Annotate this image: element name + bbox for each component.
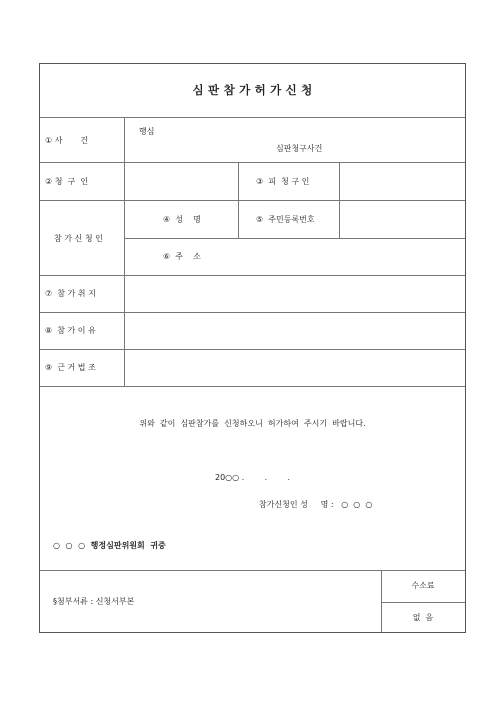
name-label: ④ 성 명: [163, 215, 201, 224]
form-title: 심 판 참 가 허 가 신 청: [192, 83, 313, 97]
address-field[interactable]: [240, 240, 464, 274]
column-divider: [339, 162, 340, 238]
declaration-date: 20○○ . . .: [215, 473, 290, 482]
purpose-field[interactable]: [126, 277, 464, 311]
column-divider: [381, 570, 382, 632]
reason-label: ⑧ 참 가 이 유: [45, 326, 96, 335]
attachment-note: §첨부서류 : 신청서부본: [53, 597, 135, 606]
fee-label: 수소료: [411, 581, 435, 590]
row-divider: [40, 349, 465, 350]
address-label: ⑥ 주 소: [163, 252, 201, 261]
row-divider: [40, 275, 465, 276]
case-prefix: 행심: [139, 127, 155, 136]
column-divider: [124, 117, 125, 386]
column-divider: [238, 162, 239, 238]
claimant-label: ② 청 구 인: [45, 177, 89, 186]
respondent-field[interactable]: [341, 164, 464, 199]
name-field[interactable]: [126, 202, 237, 237]
reason-field[interactable]: [126, 314, 464, 348]
rrn-field[interactable]: [341, 202, 464, 237]
rrn-label: ⑤ 주민등록번호: [256, 215, 315, 224]
row-divider: [40, 162, 465, 163]
row-divider: [40, 117, 465, 118]
case-label: ① 사 건: [45, 136, 88, 145]
applicant-label: 참 가 신 청 인: [54, 234, 103, 243]
case-type: 심판청구사건: [276, 144, 323, 153]
applicant-signature: 참가신청인 성 명 : ○ ○ ○: [259, 500, 373, 509]
purpose-label: ⑦ 참 가 취 지: [45, 289, 96, 298]
committee-addressee: ○ ○ ○ 행정심판위원회 귀중: [53, 541, 166, 550]
declaration-statement: 위와 같이 심판참가를 신청하오니 허가하여 주시기 바랍니다.: [139, 419, 366, 428]
row-divider: [40, 200, 465, 201]
row-divider: [40, 386, 465, 387]
claimant-field[interactable]: [126, 164, 237, 199]
row-divider: [124, 238, 465, 239]
row-divider: [40, 312, 465, 313]
row-divider: [40, 570, 465, 571]
row-divider: [381, 602, 465, 603]
fee-value: 없 음: [412, 613, 434, 622]
legal-basis-field[interactable]: [126, 351, 464, 385]
legal-basis-label: ⑨ 근 거 법 조: [45, 363, 96, 372]
respondent-label: ③ 피 청 구 인: [256, 177, 310, 186]
application-form: [39, 63, 466, 633]
